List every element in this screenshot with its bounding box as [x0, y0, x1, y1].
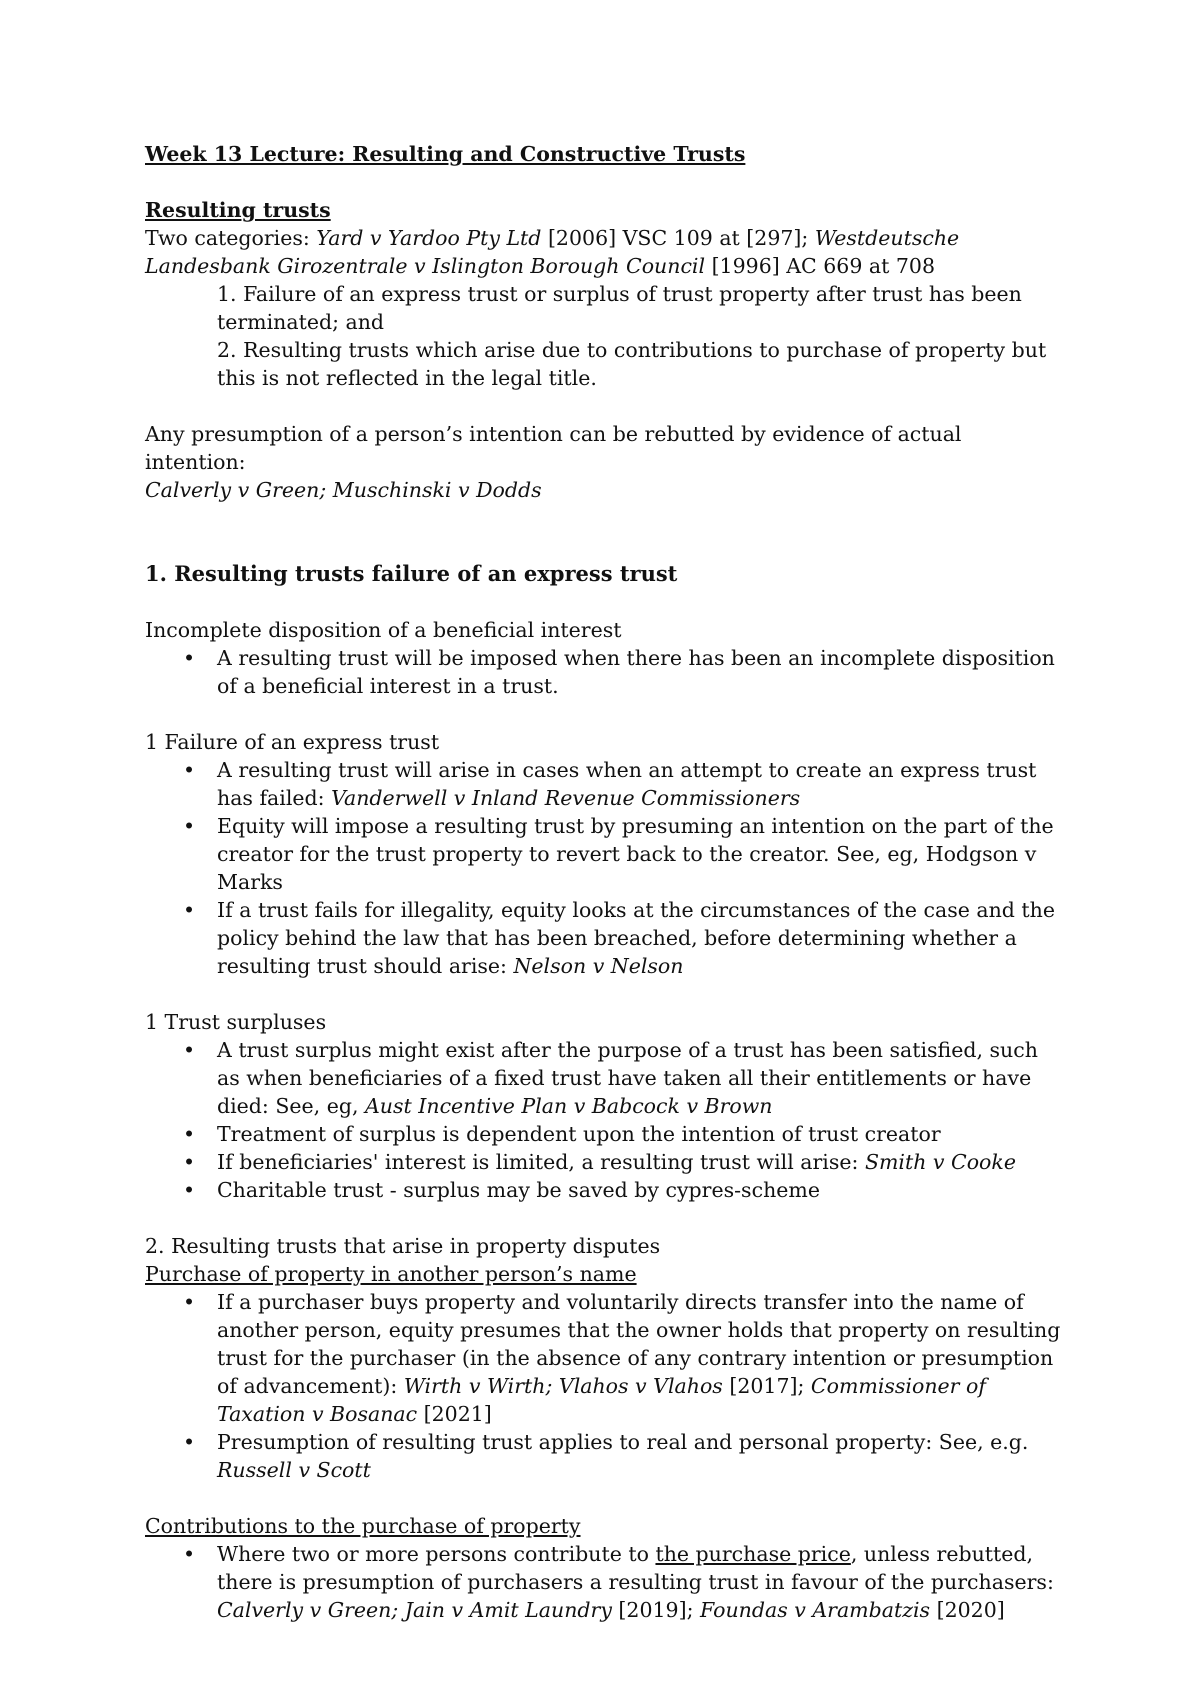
citation: [2006] VSC 109 at [297];	[541, 226, 815, 250]
case-name: Commissioner of Taxation v Bosanac	[217, 1374, 986, 1426]
text: Charitable trust - surplus may be saved by cypres-scheme	[217, 1178, 820, 1202]
case-name: Wirth v Wirth; Vlahos v Vlahos	[403, 1374, 723, 1398]
citation: [2019];	[611, 1598, 701, 1622]
subheading-failure-express-trust: 1 Failure of an express trust	[145, 730, 440, 754]
citation: [2017];	[722, 1374, 811, 1398]
case-name: Foundas v Arambatzis	[700, 1598, 931, 1622]
text: Equity will impose a resulting trust by presuming an intention on the part of the creator for the trust property to revert back to the creator. See, eg, Hodgson v Marks	[217, 814, 1054, 894]
text: Presumption of resulting trust applies to real and personal property: See, e.g.	[217, 1430, 1029, 1454]
bullet-icon: •	[183, 1150, 196, 1174]
text: , unless rebutted, there is presumption of purchasers a resulting trust in favour of the purchasers:	[217, 1542, 1054, 1594]
section-heading-failure-express-trust: 1. Resulting trusts failure of an express trust	[145, 561, 678, 586]
case-name: Yard v Yardoo Pty Ltd	[316, 226, 542, 250]
bullet-icon: •	[183, 1542, 196, 1566]
text: A resulting trust will arise in cases when an attempt to create an express trust has failed:	[217, 758, 1037, 810]
case-name: Calverly v Green; Muschinski v Dodds	[145, 478, 542, 502]
text: Two categories:	[145, 226, 317, 250]
text: A resulting trust will be imposed when there has been an incomplete disposition of a beneficial interest in a trust.	[217, 646, 1055, 698]
subheading-purchase-another-name: Purchase of property in another person’s name	[145, 1262, 637, 1286]
list-item	[183, 1148, 1065, 1176]
citation: [2020]	[930, 1598, 1005, 1622]
text: A trust surplus might exist after the purpose of a trust has been satisfied, such as when beneficiaries of a fixed trust have taken all their entitlements or have died: See, eg,	[217, 1038, 1038, 1118]
list-item	[183, 812, 1065, 896]
section-heading-property-disputes: 2. Resulting trusts that arise in property disputes	[145, 1234, 661, 1258]
presumption-paragraph	[145, 420, 1065, 504]
underlined-text: the purchase price	[655, 1542, 851, 1566]
subheading-trust-surpluses: 1 Trust surpluses	[145, 1010, 327, 1034]
citation: [2021]	[417, 1402, 492, 1426]
bullet-list	[145, 1036, 1065, 1204]
categories-paragraph	[145, 224, 1065, 280]
case-name: Aust Incentive Plan v Babcock v Brown	[364, 1094, 773, 1118]
bullet-list	[145, 644, 1065, 700]
case-name: Smith v Cooke	[864, 1150, 1016, 1174]
case-name: Calverly v Green; Jain v Amit Laundry	[217, 1598, 612, 1622]
category-item-1: 1. Failure of an express trust or surplus of trust property after trust has been terminated; and	[217, 282, 1022, 334]
bullet-icon: •	[183, 1122, 196, 1146]
bullet-icon: •	[183, 758, 196, 782]
bullet-list	[145, 1540, 1065, 1624]
bullet-icon: •	[183, 814, 196, 838]
case-name: Nelson v Nelson	[513, 954, 684, 978]
subheading-contributions: Contributions to the purchase of property	[145, 1514, 581, 1538]
list-item	[183, 1036, 1065, 1120]
case-name: Russell v Scott	[217, 1458, 371, 1482]
bullet-icon: •	[183, 1290, 196, 1314]
list-item	[183, 644, 1065, 700]
bullet-list	[145, 756, 1065, 980]
list-item	[183, 1176, 1065, 1204]
list-item	[183, 1428, 1065, 1484]
bullet-list	[145, 1288, 1065, 1484]
list-item	[183, 756, 1065, 812]
subheading-incomplete-disposition: Incomplete disposition of a beneficial interest	[145, 618, 622, 642]
citation: [1996] AC 669 at 708	[705, 254, 936, 278]
list-item	[183, 896, 1065, 980]
bullet-icon: •	[183, 1038, 196, 1062]
document-page	[145, 140, 1065, 1624]
case-name: Vanderwell v Inland Revenue Commissioners	[331, 786, 801, 810]
case-name: Westdeutsche Landesbank Girozentrale v Islington Borough Council	[145, 226, 960, 278]
list-item	[183, 1120, 1065, 1148]
text: If a purchaser buys property and voluntarily directs transfer into the name of another person, equity presumes that the owner holds that property on resulting trust for the purchaser (in the absence of any contrary intention or presumption of advancement):	[217, 1290, 1061, 1398]
list-item	[183, 1540, 1065, 1624]
text: Where two or more persons contribute to	[217, 1542, 656, 1566]
text: Any presumption of a person’s intention can be rebutted by evidence of actual intention:	[145, 422, 962, 474]
bullet-icon: •	[183, 646, 196, 670]
list-item	[183, 1288, 1065, 1428]
bullet-icon: •	[183, 1430, 196, 1454]
text: Treatment of surplus is dependent upon the intention of trust creator	[217, 1122, 941, 1146]
bullet-icon: •	[183, 1178, 196, 1202]
section-heading-resulting-trusts: Resulting trusts	[145, 198, 331, 222]
category-item-2: 2. Resulting trusts which arise due to contributions to purchase of property but this is not reflected in the legal title.	[217, 338, 1047, 390]
page-title: Week 13 Lecture: Resulting and Constructive Trusts	[145, 142, 746, 166]
bullet-icon: •	[183, 898, 196, 922]
text: If beneficiaries' interest is limited, a resulting trust will arise:	[217, 1150, 865, 1174]
text: If a trust fails for illegality, equity looks at the circumstances of the case and the policy behind the law that has been breached, before determining whether a resulting trust should arise:	[217, 898, 1055, 978]
